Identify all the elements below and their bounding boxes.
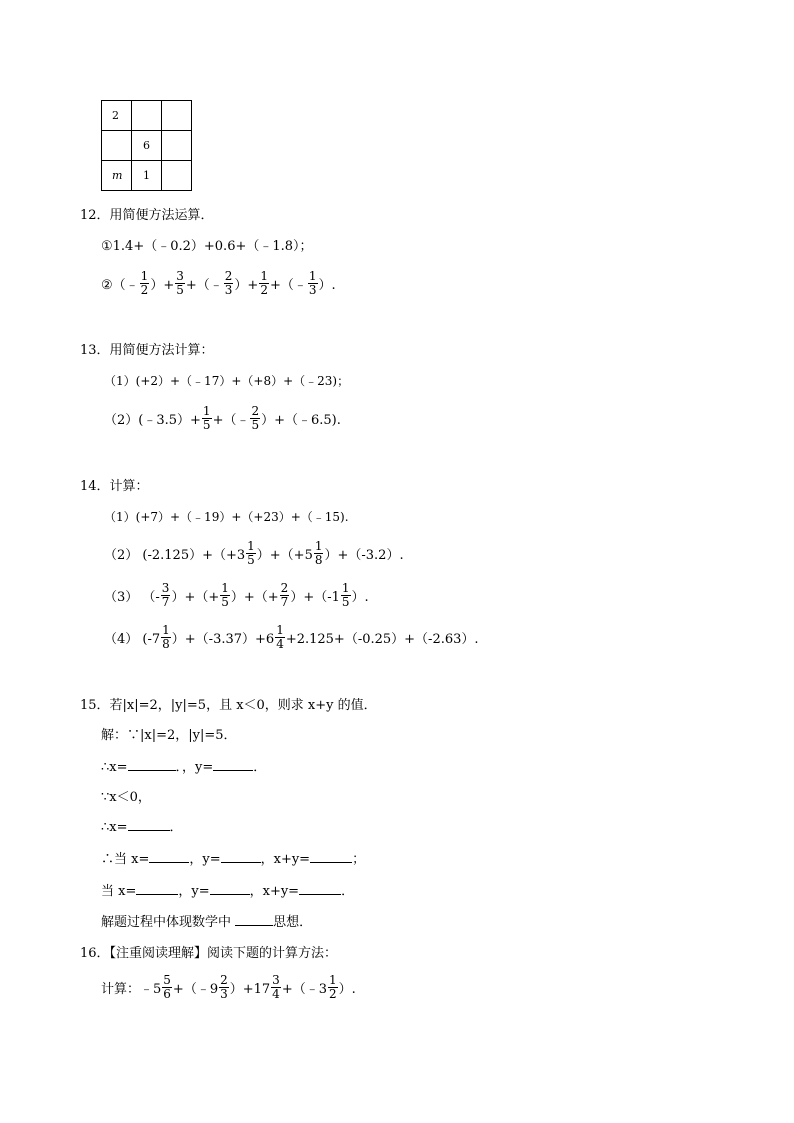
q14-text: ）+（-3.37）+6 [171, 631, 275, 647]
grid-cell: 1 [132, 161, 162, 191]
q13-text: +（﹣ [212, 412, 250, 428]
fraction: $\frac{1}{4}$ [276, 622, 284, 651]
grid-cell [102, 131, 132, 161]
grid-cell: 6 [132, 131, 162, 161]
q14-line4 [104, 620, 479, 654]
answer-blank[interactable] [128, 830, 170, 831]
q16-text: ）+17 [229, 981, 271, 997]
q15-text: 当 x= [101, 884, 137, 899]
answer-blank[interactable] [136, 894, 178, 895]
q14-text: ）+（+5 [256, 547, 313, 563]
grid-row [102, 161, 192, 191]
q14-text: ）+（-1 [290, 589, 340, 605]
q15-line3: ∵x＜0， [101, 790, 151, 805]
q14-text: （2） (-2.125）+（+3 [104, 547, 246, 563]
grid-cell: m [102, 161, 132, 191]
fraction: $\frac{2}{5}$ [251, 403, 260, 432]
q14-line2 [104, 536, 404, 570]
q15-text: ． [253, 760, 267, 775]
fraction: $\frac{2}{7}$ [280, 580, 289, 609]
answer-blank[interactable] [128, 770, 176, 771]
number-grid [101, 100, 192, 191]
q15-line7 [101, 914, 312, 932]
fraction: $\frac{1}{8}$ [162, 622, 170, 651]
answer-blank[interactable] [221, 862, 261, 863]
fraction: $\frac{1}{5}$ [221, 580, 229, 609]
fraction: $\frac{1}{5}$ [341, 580, 350, 609]
q14-text: ）+（+ [230, 589, 279, 605]
grid-row [102, 101, 192, 131]
q15-text: ； [352, 852, 366, 867]
fraction: $\frac{1}{5}$ [247, 538, 255, 567]
grid-row [102, 131, 192, 161]
q13-text: ）+（﹣6.5). [261, 412, 341, 428]
q15-text: 思想． [273, 915, 313, 930]
q15-text: 解题过程中体现数学中 [101, 915, 236, 930]
q12-text: +（﹣ [269, 277, 307, 293]
q16-line [101, 970, 356, 1004]
q15-text: ，y= [178, 884, 210, 899]
fraction: $\frac{1}{8}$ [314, 538, 323, 567]
fraction: $\frac{1}{2}$ [140, 268, 149, 297]
answer-blank[interactable] [299, 894, 341, 895]
q16-text: +（﹣3 [281, 981, 327, 997]
q12-text: ）. [318, 277, 336, 293]
q14-text: +2.125+（-0.25）+（-2.63）. [285, 631, 479, 647]
grid-cell [162, 161, 192, 191]
q15-text: ． [169, 820, 183, 835]
grid-cell [132, 101, 162, 131]
q14-line1: （1）(+7）+（﹣19）+（+23）+（﹣15). [104, 510, 349, 524]
q15-line2 [101, 759, 266, 777]
q13-line2 [104, 401, 341, 435]
answer-blank[interactable] [310, 862, 352, 863]
q14-text: ）+（-3.2）. [324, 547, 404, 563]
fraction: $\frac{1}{2}$ [260, 268, 268, 297]
q15-text: ∴x= [101, 760, 128, 775]
q12-text: ）+ [234, 277, 259, 293]
q16-text: 计算：﹣5 [101, 981, 162, 997]
fraction: $\frac{3}{7}$ [161, 580, 170, 609]
q15-line5 [101, 851, 365, 869]
q16-text: +（﹣9 [172, 981, 219, 997]
q12-text: ②（ [101, 277, 126, 293]
q13-title: 13．用简便方法计算： [80, 343, 214, 358]
q12-text: ）+ [150, 277, 175, 293]
q15-text: ∴当 x= [101, 852, 150, 867]
q12-line2 [101, 266, 336, 300]
grid-cell [162, 101, 192, 131]
fraction: $\frac{5}{6}$ [163, 972, 171, 1001]
fraction: $\frac{2}{3}$ [220, 972, 228, 1001]
q16-text: ）. [338, 981, 356, 997]
q15-title: 15．若|x|=2，|y|=5，且 x＜0，则求 x+y 的值． [80, 698, 377, 713]
q12-title: 12．用简便方法运算． [80, 208, 214, 223]
fraction: $\frac{1}{5}$ [202, 403, 211, 432]
q15-text: ，x+y= [260, 852, 311, 867]
q15-line6 [101, 883, 354, 901]
q15-text: ∴x= [101, 820, 128, 835]
grid-cell: 2 [102, 101, 132, 131]
q15-text: ，y= [189, 852, 221, 867]
fraction: $\frac{3}{4}$ [272, 972, 280, 1001]
q16-title: 16．【注重阅读理解】阅读下题的计算方法： [80, 946, 338, 961]
fraction: $\frac{1}{2}$ [328, 972, 337, 1001]
q14-text: （3） （- [104, 589, 160, 605]
q15-line4 [101, 819, 183, 837]
q12-text: +（﹣ [185, 277, 223, 293]
answer-blank[interactable] [149, 862, 189, 863]
answer-blank[interactable] [213, 770, 253, 771]
q15-text: ． [341, 884, 355, 899]
q12-line1: ①1.4+（﹣0.2）+0.6+（﹣1.8）； [101, 239, 313, 254]
q14-text: （4） (-7 [104, 631, 161, 647]
q12-text: ﹣ [125, 277, 139, 293]
q14-title: 14．计算： [80, 479, 149, 494]
fraction: $\frac{3}{5}$ [176, 268, 184, 297]
fraction: $\frac{1}{3}$ [308, 268, 317, 297]
fraction: $\frac{2}{3}$ [224, 268, 233, 297]
q14-text: ）+（+ [171, 589, 220, 605]
answer-blank[interactable] [210, 894, 250, 895]
q14-text: ）. [351, 589, 369, 605]
q15-text: ．，y= [175, 760, 214, 775]
answer-blank[interactable] [235, 925, 273, 926]
q13-line1: （1）(+2）+（﹣17）+（+8）+（﹣23)； [104, 374, 350, 388]
q14-line3 [104, 578, 369, 612]
q13-text: （2）(﹣3.5）+ [104, 412, 201, 428]
q15-line1: 解：∵|x|=2，|y|=5． [101, 728, 237, 743]
q15-text: ，x+y= [249, 884, 300, 899]
grid-cell [162, 131, 192, 161]
